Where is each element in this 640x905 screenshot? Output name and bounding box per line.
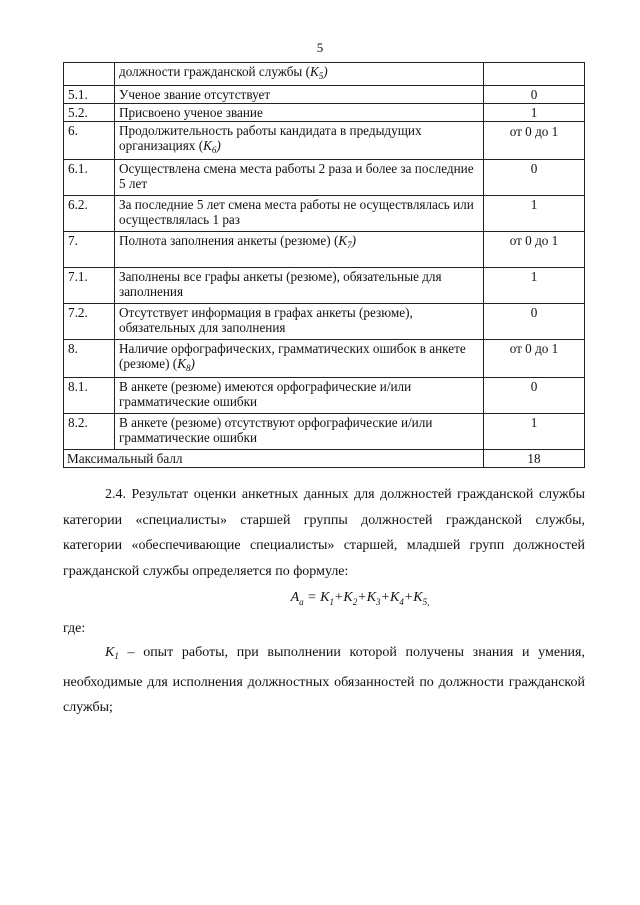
coefficient-open-paren: ( <box>169 356 178 371</box>
formula-rhs <box>320 590 429 605</box>
total-value: 18 <box>484 450 585 468</box>
formula-term: K <box>413 590 423 605</box>
row-number: 6.1. <box>64 160 115 196</box>
formula-term-subscript: 5, <box>422 596 430 607</box>
table-row <box>64 86 585 104</box>
criteria-table <box>63 62 585 468</box>
row-number <box>64 63 115 86</box>
row-criterion <box>115 122 484 160</box>
row-criterion <box>115 86 484 104</box>
row-criterion-text: Осуществлена смена места работы 2 раза и более за последние 5 лет <box>119 161 474 191</box>
paragraph-2-4: 2.4. Результат оценки анкетных данных для должностей гражданской службы категории «специалисты» старшей группы должностей гражданской службы, категории «обеспечивающие специалисты» старшей, младшей групп должностей гражданской службы определяется по формуле: <box>63 487 585 579</box>
row-number: 5.1. <box>64 86 115 104</box>
row-score <box>484 63 585 86</box>
row-score: 0 <box>484 378 585 414</box>
row-number: 8.1. <box>64 378 115 414</box>
k1-subscript: 1 <box>114 651 119 661</box>
row-criterion-text: Отсутствует информация в графах анкеты (резюме), обязательных для заполнения <box>119 305 413 335</box>
row-criterion-text: В анкете (резюме) отсутствуют орфографические и/или грамматические ошибки <box>119 415 433 445</box>
row-criterion-text: должности гражданской службы <box>119 64 303 79</box>
row-criterion-text: Присвоено ученое звание <box>119 105 263 120</box>
where-label: где: <box>63 621 86 636</box>
table-row <box>64 232 585 268</box>
coefficient-subscript: 8 <box>185 363 191 373</box>
coefficient-subscript: 6 <box>211 145 217 155</box>
row-criterion <box>115 196 484 232</box>
table-row <box>64 304 585 340</box>
row-score: 1 <box>484 268 585 304</box>
row-criterion-text: Полнота заполнения анкеты (резюме) <box>119 233 331 248</box>
row-criterion <box>115 340 484 378</box>
row-number: 6.2. <box>64 196 115 232</box>
row-score: 0 <box>484 160 585 196</box>
row-number: 6. <box>64 122 115 160</box>
formula-term-subscript: 1 <box>329 596 334 607</box>
table-row <box>64 63 585 86</box>
formula-term: K <box>366 590 377 605</box>
row-score: 1 <box>484 104 585 122</box>
table-total-row <box>64 450 585 468</box>
formula-plus: + <box>403 590 414 605</box>
criteria-table-body <box>64 63 585 468</box>
row-score: от 0 до 1 <box>484 232 585 268</box>
formula-term-subscript: 3 <box>376 596 381 607</box>
row-number: 7.1. <box>64 268 115 304</box>
formula-term: K <box>320 590 330 605</box>
row-number: 7.2. <box>64 304 115 340</box>
row-number: 7. <box>64 232 115 268</box>
formula-term: K <box>390 590 400 605</box>
coefficient-symbol: K <box>177 356 186 371</box>
table-row <box>64 104 585 122</box>
formula-plus: + <box>333 590 344 605</box>
coefficient-symbol: K <box>203 138 212 153</box>
coefficient-open-paren: ( <box>195 138 204 153</box>
table-row <box>64 268 585 304</box>
formula <box>0 590 640 607</box>
coefficient-symbol: K <box>309 64 319 79</box>
row-criterion <box>115 378 484 414</box>
row-criterion <box>115 414 484 450</box>
table-row <box>64 122 585 160</box>
row-score: 0 <box>484 304 585 340</box>
paragraph-k1-definition <box>63 640 585 721</box>
coefficient-subscript: 7 <box>347 240 352 250</box>
row-score: 1 <box>484 196 585 232</box>
row-criterion-text: В анкете (резюме) имеются орфографические и/или грамматические ошибки <box>119 379 412 409</box>
table-row <box>64 196 585 232</box>
coefficient-close-paren: ) <box>323 64 328 79</box>
row-number: 5.2. <box>64 104 115 122</box>
formula-plus: + <box>380 590 390 605</box>
row-criterion <box>115 232 484 268</box>
total-label: Максимальный балл <box>64 450 484 468</box>
coefficient-subscript: 5 <box>318 71 324 81</box>
formula-lhs: A <box>290 590 300 605</box>
row-number: 8.2. <box>64 414 115 450</box>
table-row <box>64 160 585 196</box>
formula-lhs-sub: a <box>299 596 304 607</box>
row-criterion-text: Наличие орфографических, грамматических ошибок в анкете (резюме) <box>119 341 466 371</box>
table-row <box>64 340 585 378</box>
coefficient-close-paren: ) <box>190 356 195 371</box>
row-criterion <box>115 160 484 196</box>
table-row <box>64 378 585 414</box>
table-row <box>64 414 585 450</box>
row-score: от 0 до 1 <box>484 122 585 160</box>
row-criterion-text: Продолжительность работы кандидата в предыдущих организациях <box>119 123 422 153</box>
coefficient-symbol: K <box>338 233 348 248</box>
row-criterion <box>115 268 484 304</box>
row-criterion-text: Ученое звание отсутствует <box>119 87 271 102</box>
k1-definition-text: – опыт работы, при выполнении которой получены знания и умения, необходимые для исполнения должностных обязанностей по должности гражданской службы; <box>63 645 585 715</box>
row-criterion <box>115 104 484 122</box>
formula-term-subscript: 2 <box>352 596 358 607</box>
row-number: 8. <box>64 340 115 378</box>
formula-term-subscript: 4 <box>399 596 404 607</box>
row-score: 1 <box>484 414 585 450</box>
coefficient-open-paren: ( <box>302 64 310 79</box>
row-criterion-text: Заполнены все графы анкеты (резюме), обязательные для заполнения <box>119 269 442 299</box>
coefficient-close-paren: ) <box>351 233 357 248</box>
formula-equals: = <box>307 590 321 605</box>
coefficient-open-paren: ( <box>330 233 339 248</box>
row-criterion-text: За последние 5 лет смена места работы не осуществлялась или осуществлялась 1 раз <box>119 197 474 227</box>
row-score: от 0 до 1 <box>484 340 585 378</box>
formula-term: K <box>343 590 353 605</box>
row-score: 0 <box>484 86 585 104</box>
coefficient-close-paren: ) <box>216 138 221 153</box>
page-number: 5 <box>316 40 324 55</box>
row-criterion <box>115 63 484 86</box>
k1-symbol: K <box>105 645 115 660</box>
formula-plus: + <box>357 590 367 605</box>
row-criterion <box>115 304 484 340</box>
